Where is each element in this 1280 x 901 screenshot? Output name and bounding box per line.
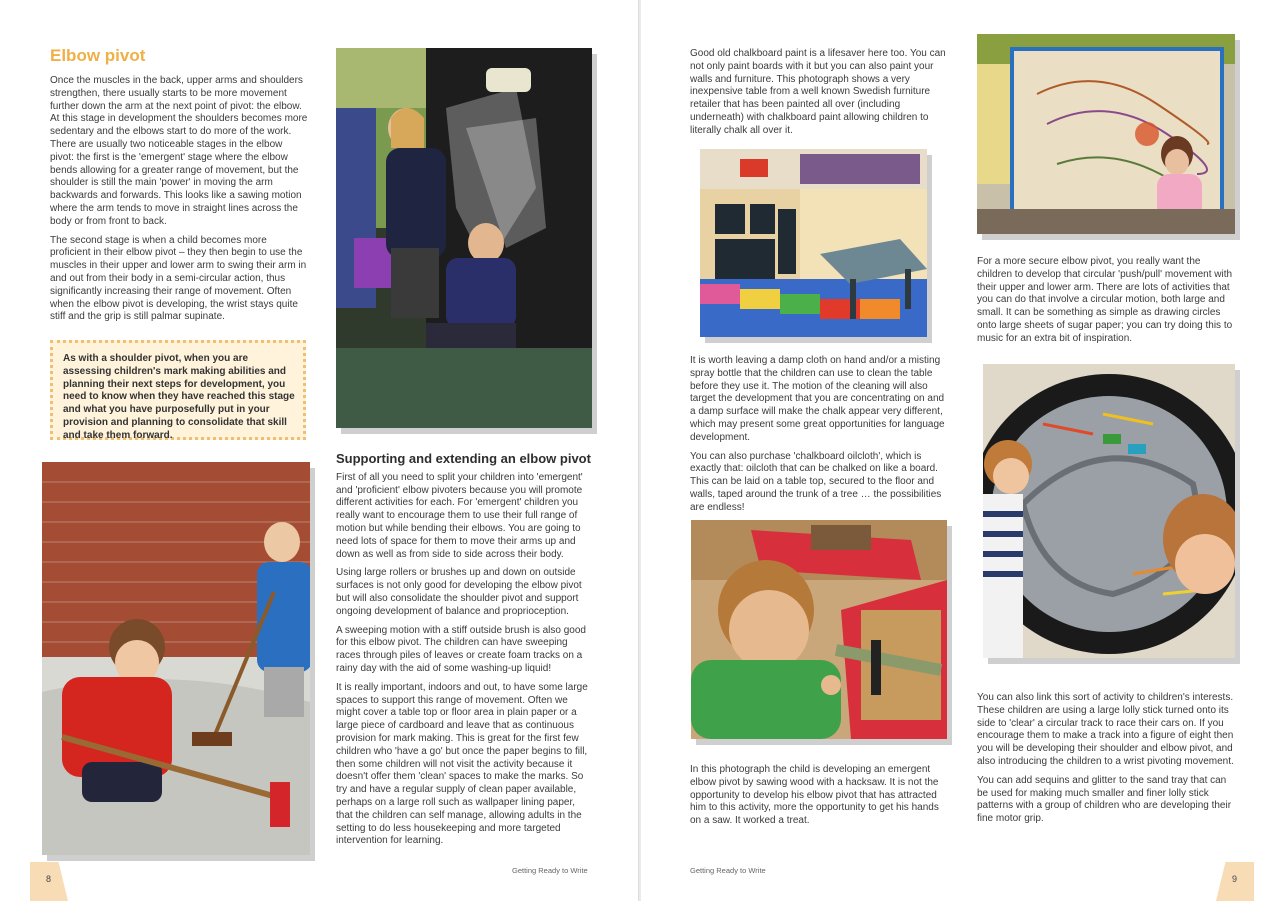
intro-paragraph-2: The second stage is when a child becomes more proficient in their elbow pivot – they then begin to use the muscles in their upper and lower arm to swing their arm in and out from their body in a semi-circular action, thus significantly increasing their range of movement. Often when the elbow pivot is developing, the wrist stays quite stiff and the grip is still palmar supinate. xyxy=(50,234,307,323)
intro-text xyxy=(50,75,308,330)
interests-text xyxy=(977,692,1235,832)
caption-sawing: In this photograph the child is developing an emergent elbow pivot by sawing wood with a hacksaw. It is not the opportunity to develop his elbow pivot that has attracted him to this activity, more the opportunity to get his hands on a saw. It worked a treat. xyxy=(690,764,939,827)
support-section xyxy=(336,453,594,854)
photo-sawing-wood xyxy=(691,520,947,739)
page-number-right: 9 xyxy=(1232,874,1238,884)
photo-sand-tray xyxy=(983,364,1235,658)
secure-pivot-text xyxy=(977,256,1235,352)
page-number: 8 xyxy=(46,874,52,884)
page-title: Elbow pivot xyxy=(50,46,146,65)
support-paragraph-4: It is really important, indoors and out, to have some large spaces to support this range of movement. Often we might cover a table top or floor area in plain paper or a large piece of cardboard and leave that as continuous provision for mark making. This is great for the first few children who 'have a go' but once the paper begins to fill, then some children will not visit the activity because it doesn't offer them 'clean' spaces to make the marks. So try and have a regular supply of clean paper available, perhaps on a large roll such as wallpaper lining paper, that the children can self manage, allowing adults in the setting to do less housekeeping and more targeted intervention for learning. xyxy=(336,681,588,847)
paragraph-oilcloth: You can also purchase 'chalkboard oilcloth', which is exactly that: oilcloth that can be chalked on like a board. This can be laid on a table top, secured to the floor and walls, taped around the trunk of a tree … the possibilities are endless! xyxy=(690,450,942,513)
running-footer-right: Getting Ready to Write xyxy=(690,866,766,875)
chalk-paint-text xyxy=(690,48,948,144)
photo-chalkboard-table xyxy=(700,149,927,337)
paragraph-sequins: You can add sequins and glitter to the sand tray that can be used for making much smaller and finer lolly stick patterns with a group of children who are developing their fine motor grip. xyxy=(977,774,1232,825)
saw-caption xyxy=(690,764,948,834)
photo-drawing-circles xyxy=(977,34,1235,234)
cleaning-text xyxy=(690,355,948,521)
section-heading: Supporting and extending an elbow pivot xyxy=(336,451,591,466)
support-paragraph-1: First of all you need to split your children into 'emergent' and 'proficient' elbow pivoters because you will promote different activities for each. For 'emergent' children you really want to encourage them to use their full range of motion but while bending their elbows. You are going to need lots of space for them to move their arms up and down as well as from side to side across their body. xyxy=(336,471,583,560)
photo-chalkboard-roller xyxy=(336,48,592,428)
paragraph-interests: You can also link this sort of activity to children's interests. These children are using a large lolly stick turned onto its side to 'clear' a circular track to race their cars on. If you encourage them to make a track into a figure of eight then you will be developing their shoulder and elbow pivot, and also introducing the children to a wrist pivoting movement. xyxy=(977,692,1234,767)
running-footer: Getting Ready to Write xyxy=(512,866,588,875)
paragraph-secure-pivot: For a more secure elbow pivot, you really want the children to develop that circular 'push/pull' movement with their upper and lower arm. There are lots of activities that you can do that involve a circular motion, both large and small. It can be something as simple as drawing circles onto large sheets of sugar paper; you can try doing this to music for an extra bit of inspiration. xyxy=(977,256,1233,344)
support-paragraph-2: Using large rollers or brushes up and down on outside surfaces is not only good for developing the elbow pivot but will also consolidate the shoulder pivot and support ongoing development of balance and proprioception. xyxy=(336,567,582,617)
support-paragraph-3: A sweeping motion with a stiff outside brush is also good for this elbow pivot. The children can have sweeping races through piles of leaves or create foam tracks on a rainy day with the aid of some washing-up liquid! xyxy=(336,624,586,674)
intro-paragraph-1: Once the muscles in the back, upper arms and shoulders strengthen, there usually starts to be more movement further down the arm at the next point of pivot: the elbow. At this stage in development the shoulders becomes more sedentary and the elbows start to do more of the work. There are usually two noticeable stages in the elbow pivot: the first is the 'emergent' stage where the elbow bends allowing for a greater range of movement, but the shoulder is still the main 'power' in moving the arm backwards and forwards. This looks like a sawing motion where the arm tends to move in straight lines across the body or from front to back. xyxy=(50,75,308,227)
right-page xyxy=(641,0,1280,901)
callout-box: As with a shoulder pivot, when you are assessing children's mark making abilities and planning their next steps for development, you need to know when they have reached this stage and what you have purposefully put in your provision and planning to consolidate that skill and take them forward. xyxy=(50,340,306,440)
paragraph-chalkboard-paint: Good old chalkboard paint is a lifesaver here too. You can not only paint boards with it but you can also paint your walls and furniture. This photograph shows a very inexpensive table from a well known Swedish furniture retailer that has been painted all over (including underneath) with chalkboard paint allowing children to literally chalk all over it. xyxy=(690,48,946,136)
paragraph-damp-cloth: It is worth leaving a damp cloth on hand and/or a misting spray bottle that the children can use to clean the table before they use it. The motion of the cleaning will also target the development that you are concentrating on and a damp surface will make the chalk appear very different, which may present some great opportunities for language development. xyxy=(690,355,945,443)
photo-sweeping-children xyxy=(42,462,310,855)
